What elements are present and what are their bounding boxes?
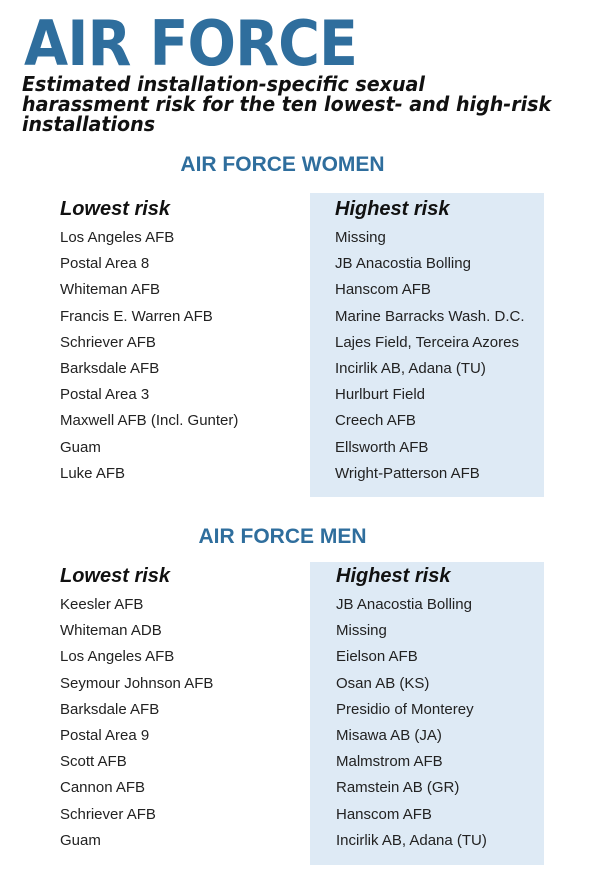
installation-item: Francis E. Warren AFB <box>60 307 213 325</box>
installation-item: Barksdale AFB <box>60 700 160 718</box>
installation-item: Hanscom AFB <box>336 805 432 823</box>
installation-item: Marine Barracks Wash. D.C. <box>335 307 525 325</box>
installation-item: Creech AFB <box>335 412 416 430</box>
installation-item: Missing <box>336 622 387 640</box>
installation-item: Osan AB (KS) <box>336 674 430 692</box>
installation-item: Whiteman ADB <box>60 622 162 640</box>
installation-item: Ramstein AB (GR) <box>336 779 460 797</box>
installation-item: Cannon AFB <box>60 779 146 797</box>
installation-item: Lajes Field, Terceira Azores <box>335 333 519 351</box>
installation-item: Los Angeles AFB <box>60 229 175 246</box>
section-heading-women: AIR FORCE WOMEN <box>180 153 385 176</box>
installation-item: Guam <box>60 831 101 849</box>
installation-item: Hurlburt Field <box>335 386 426 404</box>
installation-item: Missing <box>335 229 386 246</box>
installation-item: Postal Area 9 <box>60 726 150 744</box>
installation-item: Barksdale AFB <box>60 359 160 377</box>
installation-item: Scott AFB <box>60 753 127 771</box>
installation-item: Incirlik AB, Adana (TU) <box>335 359 486 377</box>
highest-risk-list-men <box>336 560 487 854</box>
installation-item: Keesler AFB <box>60 596 144 613</box>
lowest-risk-heading: Lowest risk <box>60 198 171 220</box>
installation-item: Malmstrom AFB <box>336 753 443 771</box>
highest-risk-heading: Highest risk <box>335 198 450 220</box>
installation-item: Luke AFB <box>60 464 126 482</box>
installation-item: Guam <box>60 438 101 456</box>
installation-item: Postal Area 8 <box>60 255 150 273</box>
installation-item: Ellsworth AFB <box>335 438 429 456</box>
page-subtitle: Estimated installation-specific sexual harassment risk for the ten lowest- and high-risk installations <box>22 72 552 136</box>
highest-risk-heading: Highest risk <box>336 565 451 587</box>
installation-item: Seymour Johnson AFB <box>60 674 214 692</box>
installation-item: Schriever AFB <box>60 805 156 823</box>
installation-item: Whiteman AFB <box>60 281 161 299</box>
installation-item: Hanscom AFB <box>335 281 431 299</box>
lowest-risk-list-women <box>60 193 238 487</box>
installation-item: Postal Area 3 <box>60 386 150 404</box>
installation-item: Maxwell AFB (Incl. Gunter) <box>60 412 239 430</box>
installation-item: JB Anacostia Bolling <box>336 596 472 613</box>
installation-item: Misawa AB (JA) <box>336 726 442 744</box>
page-title: AIR FORCE <box>24 7 358 80</box>
section-heading-men: AIR FORCE MEN <box>198 525 367 548</box>
lowest-risk-list-men <box>60 560 213 854</box>
installation-item: Schriever AFB <box>60 333 156 351</box>
installation-item: Eielson AFB <box>336 648 418 666</box>
installation-item: Presidio of Monterey <box>336 700 474 718</box>
installation-item: Wright-Patterson AFB <box>335 464 480 482</box>
highest-risk-list-women <box>335 193 525 487</box>
lowest-risk-heading: Lowest risk <box>60 565 171 587</box>
installation-item: Incirlik AB, Adana (TU) <box>336 831 487 849</box>
installation-item: JB Anacostia Bolling <box>335 255 471 273</box>
installation-item: Los Angeles AFB <box>60 648 175 666</box>
